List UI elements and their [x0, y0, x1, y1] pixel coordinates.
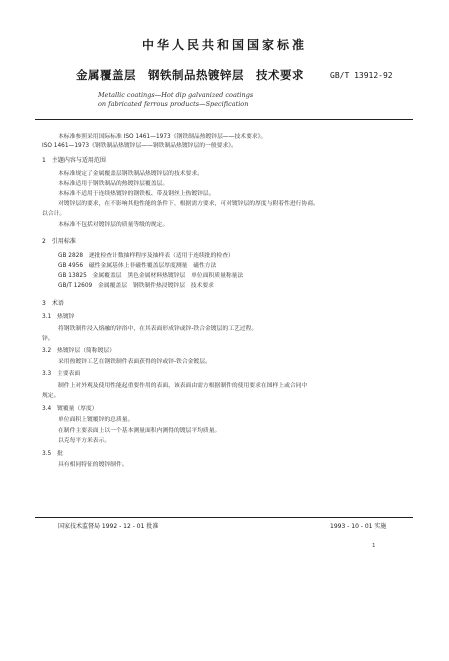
body-line: 将钢铁制件浸入熔融的锌浴中，在其表面形成锌或锌-铁合金镀层的工艺过程。	[58, 326, 258, 332]
page-number: 1	[372, 543, 376, 549]
implementation-date: 1993 - 10 - 01 实施	[330, 523, 387, 530]
body-line: 对镀锌层的要求，在不影响其他性能的条件下，根据需方要求，可对镀锌层的厚度与附着性进行协商。	[58, 201, 319, 207]
body-line: 单位面积上镀覆锌的总质量。	[58, 417, 134, 423]
body-line: 3.4 镀覆量（厚度）	[42, 406, 98, 412]
english-title-line2: on fabricated ferrous products—Specification	[98, 100, 249, 108]
standard-code: GB/T 13912-92	[330, 71, 393, 80]
body-line: GB 2828 逐批检查计数抽样程序及抽样表（适用于连续批的检查）	[58, 253, 234, 259]
english-title-line1: Metallic coatings—Hot dip galvanized coatings	[98, 91, 254, 99]
country-header: 中华人民共和国国家标准	[141, 38, 307, 52]
body-line: 制件上对外观及使用性能起重要作用的表面，该表面由需方根据制件的使用要求在图样上或合同中	[58, 383, 308, 389]
body-line: 规定。	[42, 393, 60, 399]
body-line: 本标准规定了金属覆盖层钢铁制品热镀锌层的技术要求。	[58, 171, 203, 177]
body-line: 以克每平方米表示。	[58, 438, 111, 444]
bottom-rule	[35, 517, 413, 518]
body-line: 本标准适用于钢铁制品的热镀锌层覆盖层。	[58, 181, 169, 187]
body-line: 具有相同特征的镀锌制件。	[58, 462, 128, 468]
body-line: GB 4956 磁性金属基体上非磁性覆盖层厚度测量 磁性方法	[58, 263, 217, 269]
body-line: 在制件主要表面上以一个基本测量面积内测得的镀层平均质量。	[58, 428, 221, 434]
body-line: 以合计。	[42, 211, 66, 217]
body-line: ISO 1461—1973《钢铁制品热镀锌层——钢铁制品热镀锌层的一般要求》。	[42, 143, 237, 149]
top-rule	[35, 119, 413, 120]
body-line: 本标准不包括对镀锌层的质量等级的规定。	[58, 222, 169, 228]
body-line: 3.3 主要表面	[42, 371, 81, 377]
section-heading: 2 引用标准	[42, 238, 76, 245]
section-heading: 1 主题内容与适用范围	[42, 157, 106, 164]
body-line: GB 13825 金属覆盖层 黑色金属材料热镀锌层 单位面积质量称量法	[58, 273, 244, 279]
section-heading: 3 术语	[42, 300, 64, 307]
body-line: 3.1 热镀锌	[42, 314, 75, 320]
body-line: 锌。	[42, 336, 54, 342]
body-line: 3.5 批	[42, 451, 63, 457]
standard-title: 金属覆盖层 钢铁制品热镀锌层 技术要求	[76, 68, 304, 82]
body-line: 采用热镀锌工艺在钢铁制件表面获得的锌或锌-铁合金镀层。	[58, 359, 211, 365]
body-line: 3.2 热镀锌层（简称镀层）	[42, 348, 115, 354]
body-line: 本标准不适用于连续热镀锌的钢铁板、带及钢丝上热镀锌层。	[58, 191, 215, 197]
body-line: GB/T 12609 金属覆盖层 钢铁制件热浸镀锌层 技术要求	[58, 283, 214, 289]
approval-date: 国家技术监督局 1992 - 12 - 01 批准	[58, 523, 159, 530]
body-line: 本标准参照采用国际标准 ISO 1461—1973《钢铁制品热镀锌层——技术要求》。	[58, 134, 267, 140]
